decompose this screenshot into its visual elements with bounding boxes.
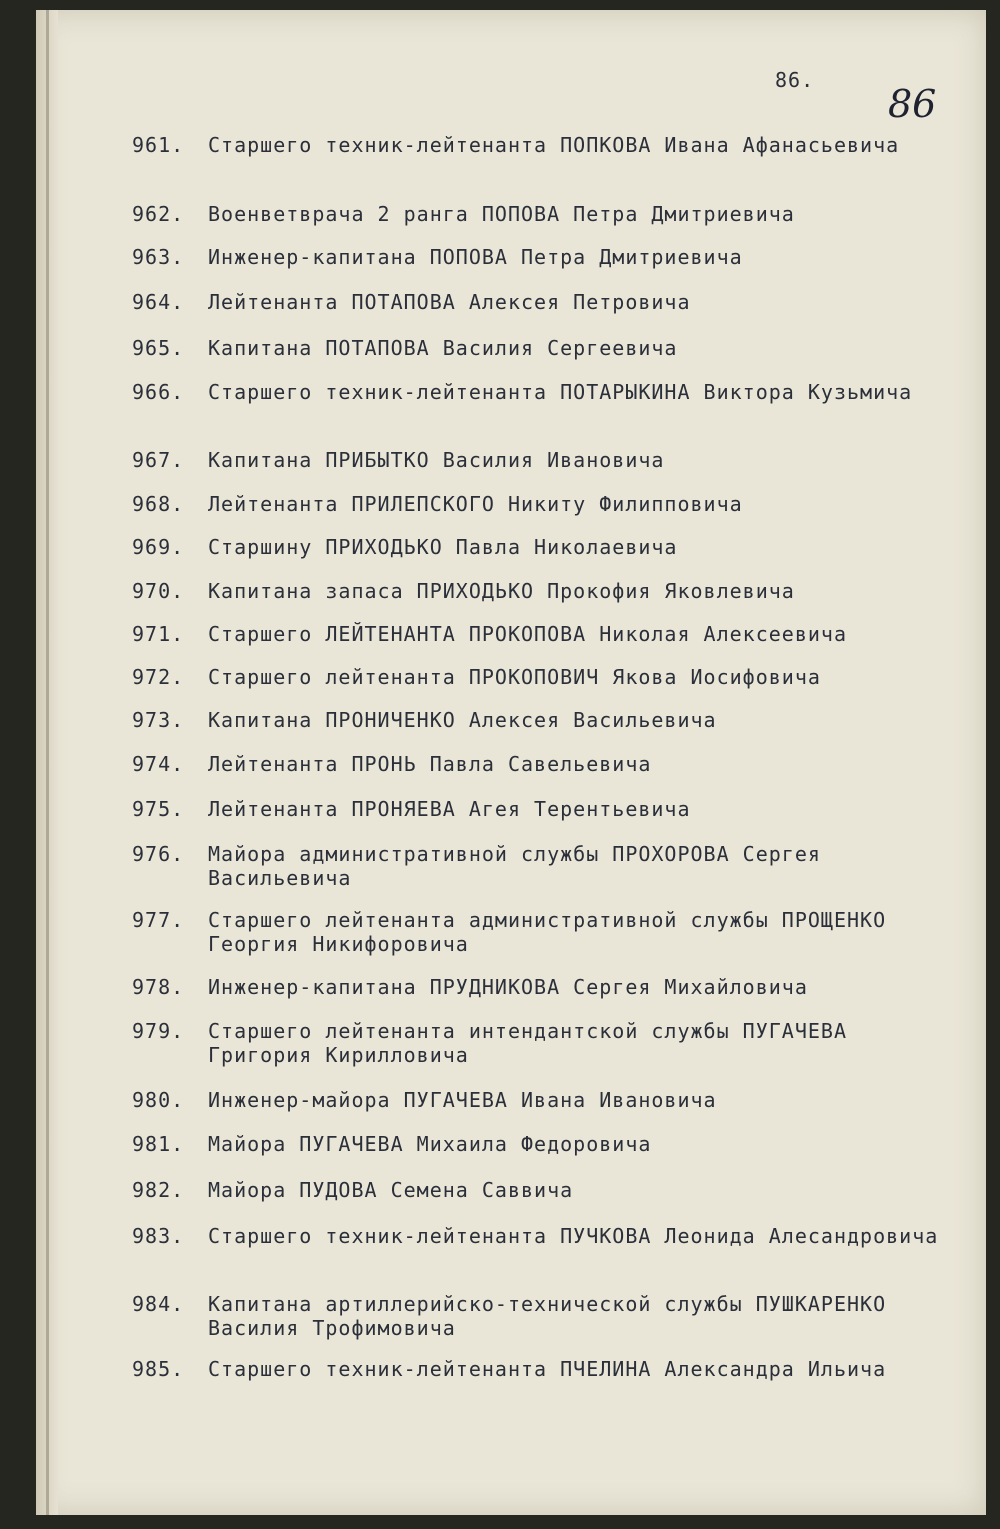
entry-text: Старшего техник-лейтенанта ПОПКОВА Ивана Афанасьевича (208, 133, 900, 157)
entry-number: 985. (132, 1357, 185, 1381)
entry-text: Лейтенанта ПОТАПОВА Алексея Петровича (208, 290, 691, 314)
entry-number: 966. (132, 380, 185, 404)
entry-number: 964. (132, 290, 185, 314)
entry-number: 970. (132, 579, 185, 603)
entry-text: Старшину ПРИХОДЬКО Павла Николаевича (208, 535, 678, 559)
entry-number: 968. (132, 492, 185, 516)
entry-text: Инженер-капитана ПОПОВА Петра Дмитриевича (208, 245, 743, 269)
entry-text: Лейтенанта ПРОНЬ Павла Савельевича (208, 752, 652, 776)
entry-text: Старшего техник-лейтенанта ПУЧКОВА Леонида Алесандровича (208, 1224, 939, 1248)
entry-text: Старшего ЛЕЙТЕНАНТА ПРОКОПОВА Николая Алексеевича (208, 622, 848, 646)
entry-number: 965. (132, 336, 185, 360)
binding-line (46, 10, 49, 1515)
entry-number: 963. (132, 245, 185, 269)
entry-number: 969. (132, 535, 185, 559)
entry-number: 967. (132, 448, 185, 472)
entry-text: Инженер-капитана ПРУДНИКОВА Сергея Михайловича (208, 975, 808, 999)
entry-text: Майора административной службы ПРОХОРОВА Сергея Васильевича (208, 842, 821, 890)
entry-text: Майора ПУГАЧЕВА Михаила Федоровича (208, 1132, 652, 1156)
entry-number: 983. (132, 1224, 185, 1248)
typed-page-number: 86. (775, 68, 815, 92)
entry-number: 979. (132, 1019, 185, 1043)
entry-number: 961. (132, 133, 185, 157)
entry-number: 980. (132, 1088, 185, 1112)
entry-number: 984. (132, 1292, 185, 1316)
entry-number: 982. (132, 1178, 185, 1202)
entry-text: Капитана ПОТАПОВА Василия Сергеевича (208, 336, 678, 360)
entry-number: 976. (132, 842, 185, 866)
entry-text: Капитана ПРИБЫТКО Василия Ивановича (208, 448, 665, 472)
entry-number: 971. (132, 622, 185, 646)
entry-text: Старшего техник-лейтенанта ПОТАРЫКИНА Виктора Кузьмича (208, 380, 913, 404)
entry-number: 962. (132, 202, 185, 226)
entry-number: 973. (132, 708, 185, 732)
entry-number: 981. (132, 1132, 185, 1156)
entry-text: Инженер-майора ПУГАЧЕВА Ивана Ивановича (208, 1088, 717, 1112)
entry-text: Старшего лейтенанта ПРОКОПОВИЧ Якова Иосифовича (208, 665, 821, 689)
entry-number: 974. (132, 752, 185, 776)
entry-number: 978. (132, 975, 185, 999)
handwritten-page-number: 86 (888, 82, 937, 126)
entry-text: Капитана запаса ПРИХОДЬКО Прокофия Яковлевича (208, 579, 795, 603)
entry-text: Лейтенанта ПРОНЯЕВА Агея Терентьевича (208, 797, 691, 821)
entry-text: Военветврача 2 ранга ПОПОВА Петра Дмитриевича (208, 202, 795, 226)
entry-text: Старшего лейтенанта интендантской службы ПУГАЧЕВА Григория Кирилловича (208, 1019, 848, 1067)
entry-text: Лейтенанта ПРИЛЕПСКОГО Никиту Филипповича (208, 492, 743, 516)
entry-number: 972. (132, 665, 185, 689)
entry-text: Капитана ПРОНИЧЕНКО Алексея Васильевича (208, 708, 717, 732)
entry-text: Майора ПУДОВА Семена Саввича (208, 1178, 574, 1202)
entry-text: Старшего лейтенанта административной службы ПРОЩЕНКО Георгия Никифоровича (208, 908, 887, 956)
entry-number: 977. (132, 908, 185, 932)
entry-text: Капитана артиллерийско-технической службы ПУШКАРЕНКО Василия Трофимовича (208, 1292, 887, 1340)
entry-text: Старшего техник-лейтенанта ПЧЕЛИНА Александра Ильича (208, 1357, 887, 1381)
entry-number: 975. (132, 797, 185, 821)
